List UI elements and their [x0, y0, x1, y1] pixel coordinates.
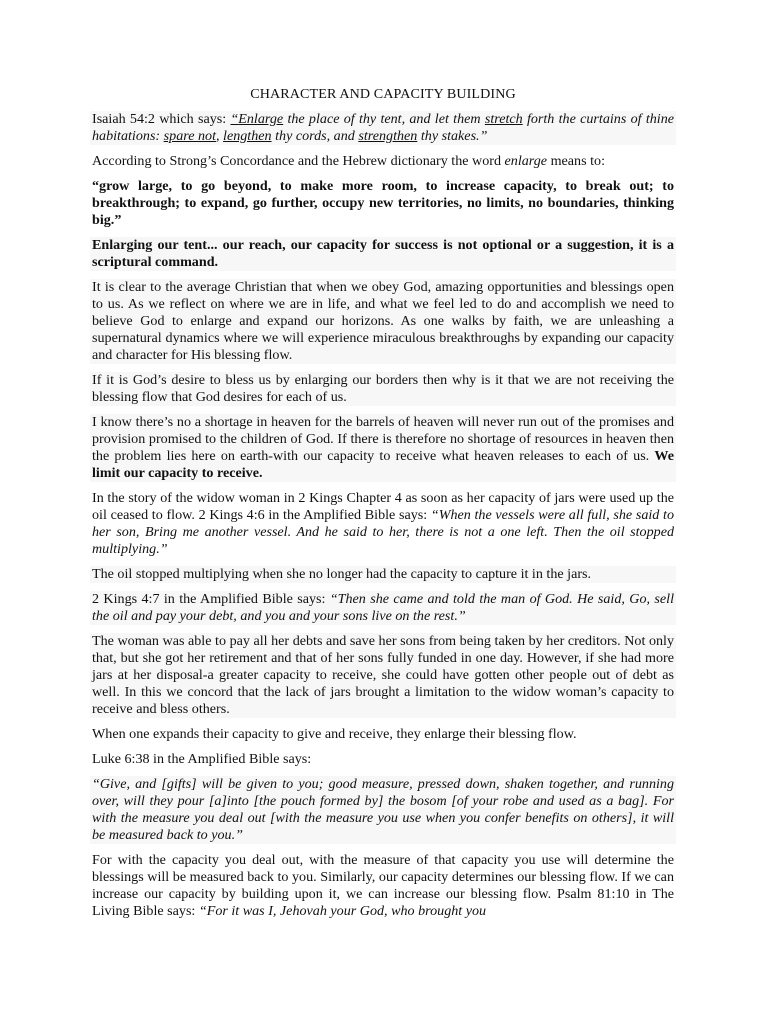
text-run: means to:	[547, 153, 605, 169]
italic-word-enlarge: enlarge	[504, 153, 548, 169]
paragraph-gods-desire: If it is God’s desire to bless us by enlarging our borders then why is it that we are not receiving the blessing flow that God desires for each of us.	[92, 372, 674, 405]
paragraph-isaiah-quote	[90, 111, 676, 145]
paragraph-luke-intro: Luke 6:38 in the Amplified Bible says:	[92, 751, 312, 767]
text-run: the place of thy tent, and let them	[283, 111, 485, 127]
text-run: “	[230, 111, 239, 127]
text-run: forth the curtains of thine habitations:	[92, 111, 674, 144]
paragraph-expand-capacity: When one expands their capacity to give and receive, they enlarge their blessing flow.	[92, 726, 577, 742]
paragraph-no-shortage	[90, 414, 676, 482]
text-run: thy cords, and	[271, 128, 359, 144]
paragraph-2kings-4-7	[90, 591, 676, 625]
paragraph-scriptural-command: Enlarging our tent... our reach, our capacity for success is not optional or a suggestion, it is a scriptural command.	[92, 237, 674, 270]
italic-quote: “When the vessels were all full, she said to her son, Bring me another vessel. And he said to her, there is not a one left. Then the oil stopped multiplying.”	[92, 507, 674, 557]
text-run: I know there’s no a shortage in heaven for the barrels of heaven will never run out of the promises and provision promised to the children of God. If there is therefore no shortage of resources in heaven then the problem lies here on earth-with our capacity to receive what heaven releases to each of us.	[92, 414, 674, 464]
paragraph-obey-god: It is clear to the average Christian that when we obey God, amazing opportunities and blessings open to us. As we reflect on where we are in life, and what we feel led to do and accomplish we need to believe God to enlarge and expand our horizons. As one walks by faith, we are unleashing a supernatural dynamics where we will experience miraculous breakthroughs by expanding our capacity and character for His blessing flow.	[92, 279, 674, 363]
text-run: 2 Kings 4:7 in the Amplified Bible says:	[92, 591, 330, 607]
underlined-word-spare-not: spare not	[163, 128, 216, 144]
text-run: According to Strong’s Concordance and the Hebrew dictionary the word	[92, 153, 505, 169]
paragraph-luke-quote: “Give, and [gifts] will be given to you; good measure, pressed down, shaken together, and running over, will they pour [a]into [the pouch formed by] the bosom [of your robe and used as a bag]. For with the measure you deal out [with the measure you use when you confer benefits on others], it will be measured back to you.”	[92, 776, 674, 843]
underlined-word-stretch: stretch	[484, 111, 523, 127]
italic-quote: “Then she came and told the man of God. He said, Go, sell the oil and pay your debt, and you and your sons live on the rest.”	[92, 591, 674, 624]
text-run: For with the capacity you deal out, with the measure of that capacity you use will determine the blessings will be measured back to you. Similarly, our capacity determines our blessing flow. If we can increase our capacity by building upon it, we can increase our blessing flow. Psalm 81:10 in The Living Bible says:	[92, 852, 674, 919]
italic-quote: “For it was I, Jehovah your God, who brought you	[198, 903, 487, 919]
underlined-word-enlarge: Enlarge	[238, 111, 284, 127]
paragraph-strongs	[92, 153, 674, 170]
text-run: ,	[216, 128, 224, 144]
bold-statement: We limit our capacity to receive.	[92, 448, 674, 481]
text-run: In the story of the widow woman in 2 Kings Chapter 4 as soon as her capacity of jars were used up the oil ceased to flow. 2 Kings 4:6 in the Amplified Bible says:	[92, 490, 674, 523]
underlined-word-strengthen: strengthen	[358, 128, 418, 144]
paragraph-capacity-measure	[92, 852, 674, 920]
paragraph-widow-woman	[92, 490, 674, 558]
document-title: CHARACTER AND CAPACITY BUILDING	[250, 86, 516, 102]
paragraph-oil-stopped: The oil stopped multiplying when she no longer had the capacity to capture it in the jars.	[90, 566, 676, 583]
text-run: thy stakes.”	[417, 128, 488, 144]
underlined-word-lengthen: lengthen	[223, 128, 272, 144]
paragraph-definition: “grow large, to go beyond, to make more room, to increase capacity, to break out; to breakthrough; to expand, go further, occupy new territories, no limits, no boundaries, thinking big.”	[92, 178, 674, 228]
text-run: Isaiah 54:2 which says:	[92, 111, 231, 127]
paragraph-pay-debts: The woman was able to pay all her debts and save her sons from being taken by her creditors. Not only that, but she got her retirement and that of her sons fully funded in one day. However, if she had more jars at her disposal-a greater capacity to receive, she could have gotten other people out of debt as well. In this we concord that the lack of jars brought a limitation to the widow woman’s capacity to receive and bless others.	[92, 633, 674, 717]
document-body	[92, 86, 674, 920]
